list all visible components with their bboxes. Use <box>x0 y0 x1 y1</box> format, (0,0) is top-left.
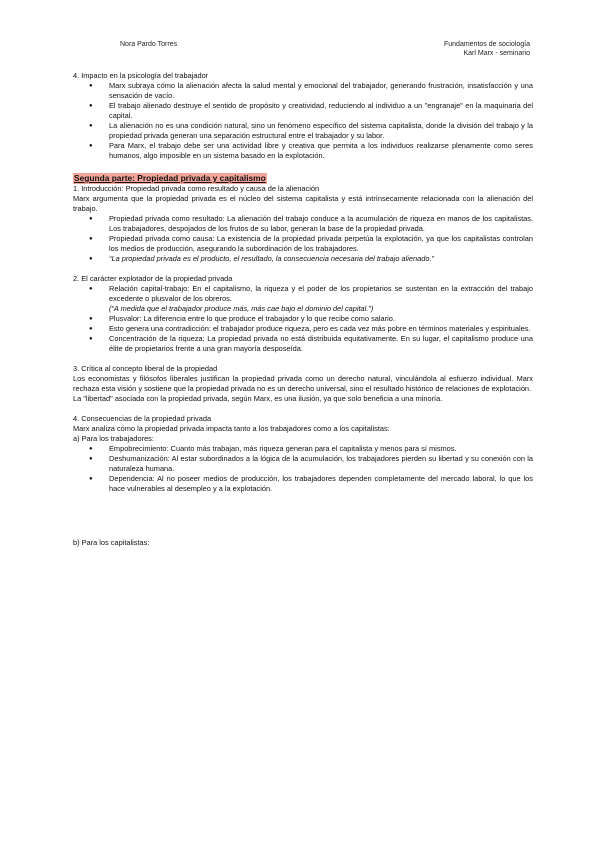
header-author: Nora Pardo Torres <box>120 41 178 48</box>
list-item: ● Dependencia: Al no poseer medios de producción, los trabajadores dependen completamente del mercado laboral, lo que los hace vulnerables al desempleo y a la explotación. <box>109 474 533 494</box>
list-item-quote: (“A medida que el trabajador produce más, más cae bajo el dominio del capital.”) <box>109 304 374 313</box>
part-title: Segunda parte: Propiedad privada y capitalismo <box>74 173 266 183</box>
list-item-quote: ● “La propiedad privada es el producto, el resultado, la consecuencia necesaria del trabajo alienado.” <box>109 254 533 264</box>
bullet-list <box>73 284 533 354</box>
list-item-text: Relación capital-trabajo: En el capitalismo, la riqueza y el poder de los propietarios se sustentan en la extracción del trabajo excedente o plusvalor de los obreros. <box>109 284 533 303</box>
paragraph: Los economistas y filósofos liberales justifican la propiedad privada como un derecho natural, vinculándola al esfuerzo individual. Marx rechaza esta visión y sostiene que la propiedad privada no es un derecho universal, sino el resultado histórico de relaciones de explotación. <box>73 374 533 393</box>
header-course-block <box>420 40 530 58</box>
sub-heading: b) Para los capitalistas: <box>73 538 150 547</box>
list-item: ● Concentración de la riqueza: La propiedad privada no está distribuida equitativamente. En su lugar, el capitalismo produce una élite de propietarios frente a una gran mayoría desposeída. <box>109 334 533 354</box>
section-heading: 4. Consecuencias de la propiedad privada <box>73 414 212 423</box>
paragraph: Marx argumenta que la propiedad privada es el núcleo del sistema capitalista y está intrínsecamente relacionada con la alienación del trabajo. <box>73 194 533 213</box>
list-item: ● Empobrecimiento: Cuanto más trabajan, más riqueza generan para el capitalista y menos para sí mismos. <box>109 444 533 454</box>
section-heading: 4. Impacto en la psicología del trabajador <box>73 71 209 80</box>
paragraph: La "libertad" asociada con la propiedad privada, según Marx, es una ilusión, ya que solo beneficia a una minoría. <box>73 394 443 403</box>
bullet-list <box>73 81 533 161</box>
list-item: ● Para Marx, el trabajo debe ser una actividad libre y creativa que permita a los individuos realizarse plenamente como seres humanos, algo imposible en un sistema basado en la explotación. <box>109 141 533 161</box>
list-item: ● Propiedad privada como causa: La existencia de la propiedad privada perpetúa la explotación, ya que los capitalistas controlan los medios de producción, asegurando la subordinación de los trabajadores. <box>109 234 533 254</box>
bullet-list <box>73 214 533 264</box>
header-subtitle: Karl Marx - seminario <box>463 50 530 57</box>
list-item: ● La alienación no es una condición natural, sino un fenómeno específico del sistema capitalista, donde la división del trabajo y la propiedad privada generan una separación estructural entre el trabajador y su labor. <box>109 121 533 141</box>
list-item: ● Propiedad privada como resultado: La alienación del trabajo conduce a la acumulación de riqueza en manos de los capitalistas. Los trabajadores, despojados de los frutos de su labor, generan la base de la propiedad privada. <box>109 214 533 234</box>
list-item <box>109 284 533 314</box>
document-body <box>73 71 533 548</box>
header-course: Fundamentos de sociología <box>444 41 530 48</box>
section-heading: 1. Introducción: Propiedad privada como resultado y causa de la alienación <box>73 184 320 193</box>
sub-heading: a) Para los trabajadores: <box>73 434 154 443</box>
section-heading: 3. Crítica al concepto liberal de la propiedad <box>73 364 218 373</box>
bullet-list <box>73 444 533 494</box>
list-item: ● Deshumanización: Al estar subordinados a la lógica de la acumulación, los trabajadores pierden su libertad y su conexión con la naturaleza humana. <box>109 454 533 474</box>
list-item: ● Marx subraya cómo la alienación afecta la salud mental y emocional del trabajador, generando frustración, insatisfacción y una sensación de vacío. <box>109 81 533 101</box>
section-heading: 2. El carácter explotador de la propiedad privada <box>73 274 233 283</box>
list-item: ● Plusvalor: La diferencia entre lo que produce el trabajador y lo que recibe como salario. <box>109 314 533 324</box>
list-item: ● Esto genera una contradicción: el trabajador produce riqueza, pero es cada vez más pobre en términos materiales y espirituales. <box>109 324 533 334</box>
paragraph: Marx analiza cómo la propiedad privada impacta tanto a los trabajadores como a los capitalistas: <box>73 424 390 433</box>
list-item: ● El trabajo alienado destruye el sentido de propósito y creatividad, reduciendo al individuo a un "engranaje" en la maquinaria del capital. <box>109 101 533 121</box>
